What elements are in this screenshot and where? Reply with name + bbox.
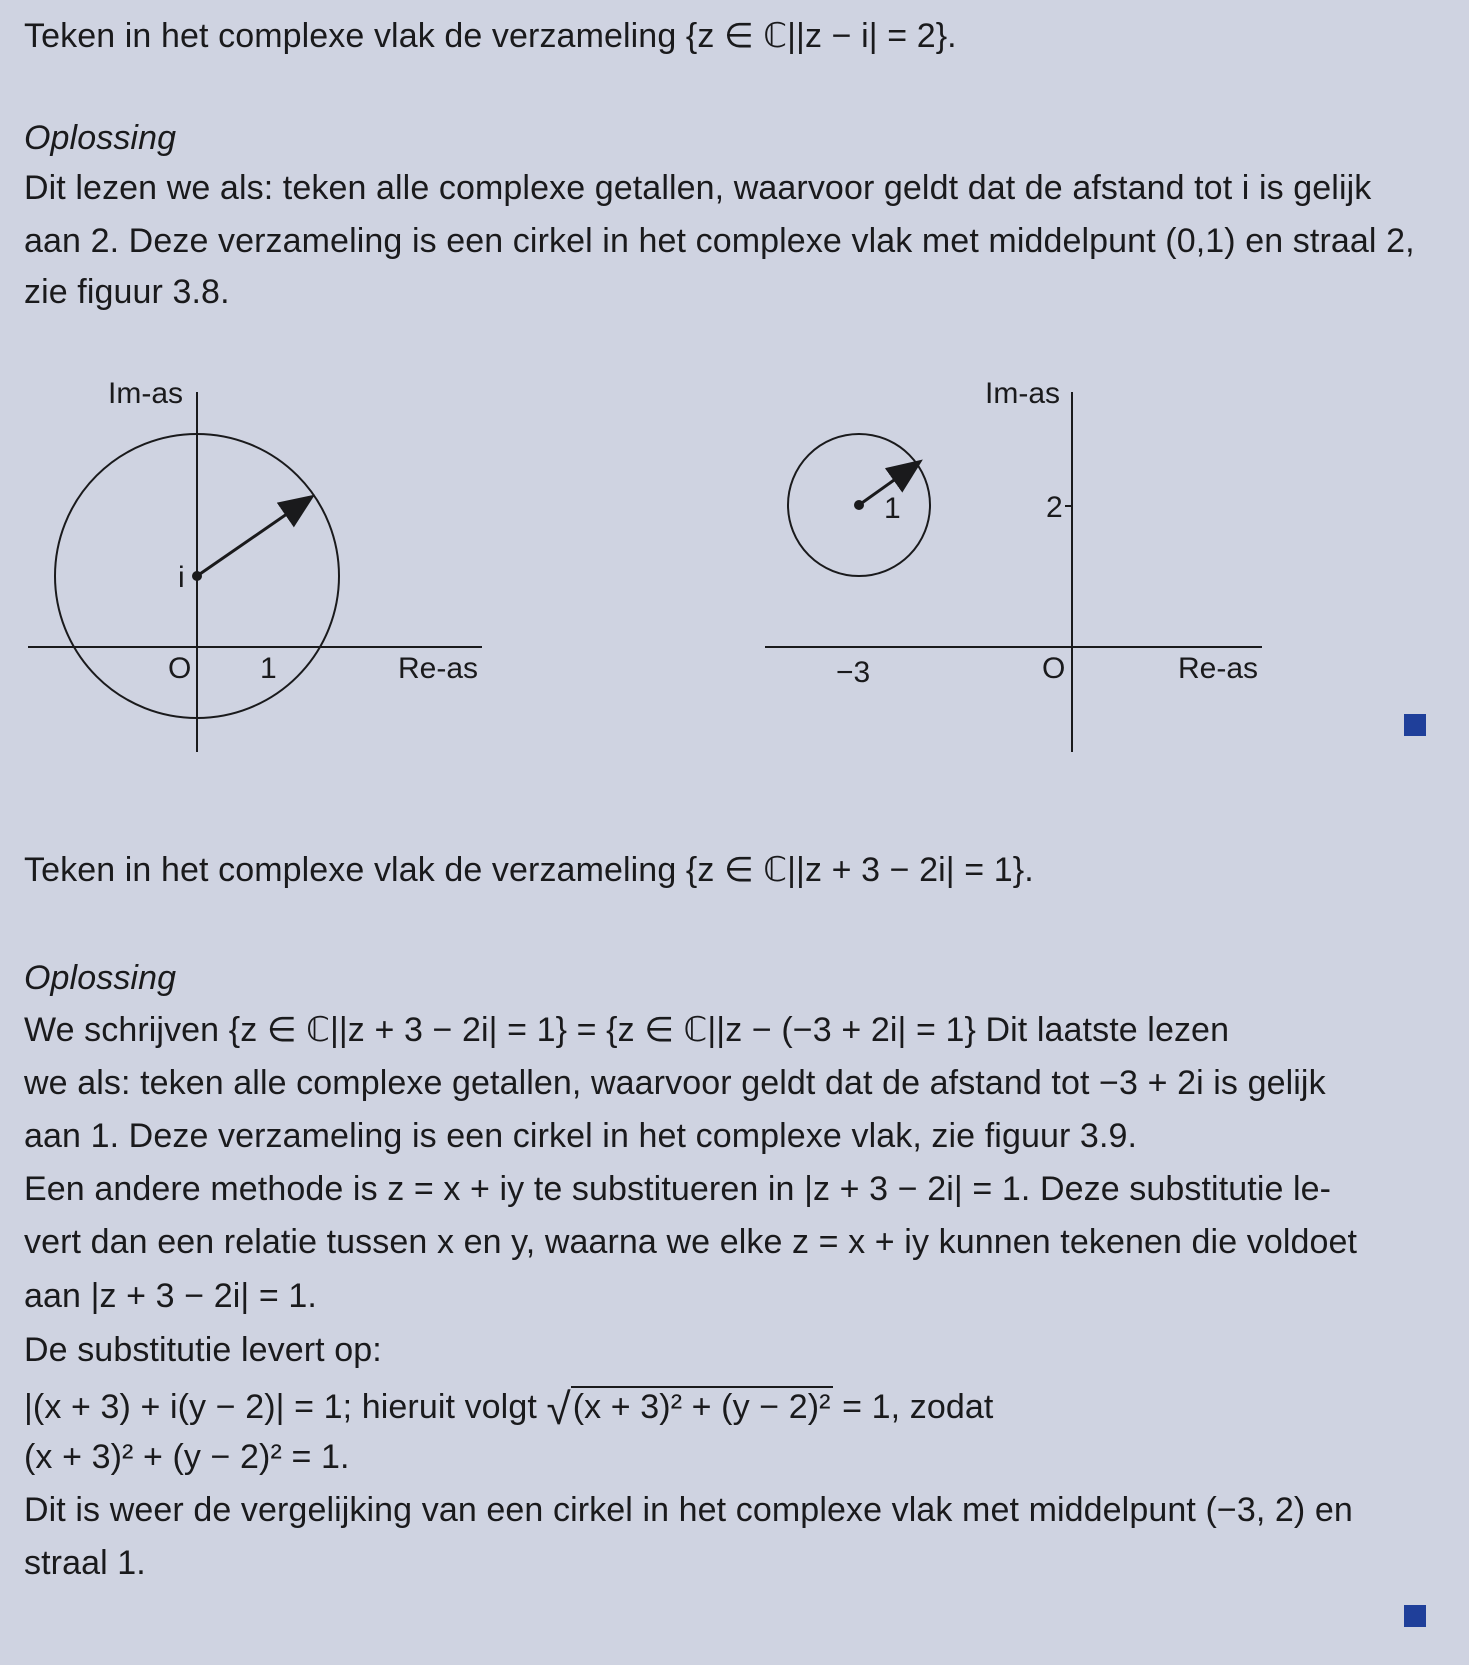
equation-2: (x + 3)² + (y − 2)² = 1. xyxy=(24,1438,350,1476)
example1-task: Teken in het complexe vlak de verzameling {z ∈ ℂ||z − i| = 2}. xyxy=(24,17,957,55)
example1-heading: Oplossing xyxy=(24,119,177,157)
example2-line-1: We schrijven {z ∈ ℂ||z + 3 − 2i| = 1} = {z ∈ ℂ||z − (−3 + 2i| = 1} Dit laatste lezen xyxy=(24,1011,1230,1049)
example2-heading: Oplossing xyxy=(24,959,177,997)
figure-3-9 xyxy=(740,377,1280,760)
radius-arrow xyxy=(197,498,310,576)
square-root xyxy=(546,1384,832,1434)
tick-label-1: 1 xyxy=(260,652,277,685)
example2-line-5: vert dan een relatie tussen x en y, waarna we elke z = x + iy kunnen tekenen die voldoet xyxy=(24,1223,1358,1261)
y-tick-label-2: 2 xyxy=(1046,491,1063,524)
example2-line-3: aan 1. Deze verzameling is een cirkel in het complexe vlak, zie figuur 3.9. xyxy=(24,1117,1138,1155)
example1-line-3: zie figuur 3.8. xyxy=(24,273,230,311)
closing-line-2: straal 1. xyxy=(24,1544,146,1582)
example2-line-2: we als: teken alle complexe getallen, waarvoor geldt dat de afstand tot −3 + 2i is gelijk xyxy=(24,1064,1326,1102)
example2-line-4: Een andere methode is z = x + iy te substitueren in |z + 3 − 2i| = 1. Deze substitutie le- xyxy=(24,1170,1332,1208)
equation-1-right: = 1, zodat xyxy=(842,1388,994,1426)
x-tick-label-minus-3: −3 xyxy=(836,656,871,689)
figure-3-8 xyxy=(0,377,520,760)
equation-1 xyxy=(24,1384,994,1434)
im-axis-label: Im-as xyxy=(985,377,1060,410)
radical-sign: √ xyxy=(546,1385,571,1434)
re-axis-label: Re-as xyxy=(1178,652,1259,685)
origin-label: O xyxy=(168,652,192,685)
example2-line-7: De substitutie levert op: xyxy=(24,1331,382,1369)
im-axis-label: Im-as xyxy=(108,377,183,410)
example2-line-6: aan |z + 3 − 2i| = 1. xyxy=(24,1277,317,1315)
end-of-example-marker xyxy=(1404,714,1426,736)
example1-line-1: Dit lezen we als: teken alle complexe getallen, waarvoor geldt dat de afstand tot i is gelijk xyxy=(24,169,1372,207)
radius-label: 1 xyxy=(884,492,901,525)
re-axis-label: Re-as xyxy=(398,652,479,685)
radicand: (x + 3)² + (y − 2)² xyxy=(572,1388,831,1426)
equation-1-left: |(x + 3) + i(y − 2)| = 1; hieruit volgt xyxy=(24,1388,537,1426)
example2-task: Teken in het complexe vlak de verzameling {z ∈ ℂ||z + 3 − 2i| = 1}. xyxy=(24,851,1034,889)
end-of-example-marker xyxy=(1404,1605,1426,1627)
center-label-i: i xyxy=(178,561,185,594)
origin-label: O xyxy=(1042,652,1066,685)
closing-line-1: Dit is weer de vergelijking van een cirkel in het complexe vlak met middelpunt (−3, 2) en xyxy=(24,1491,1353,1529)
example1-line-2: aan 2. Deze verzameling is een cirkel in het complexe vlak met middelpunt (0,1) en straal 2, xyxy=(24,222,1415,260)
